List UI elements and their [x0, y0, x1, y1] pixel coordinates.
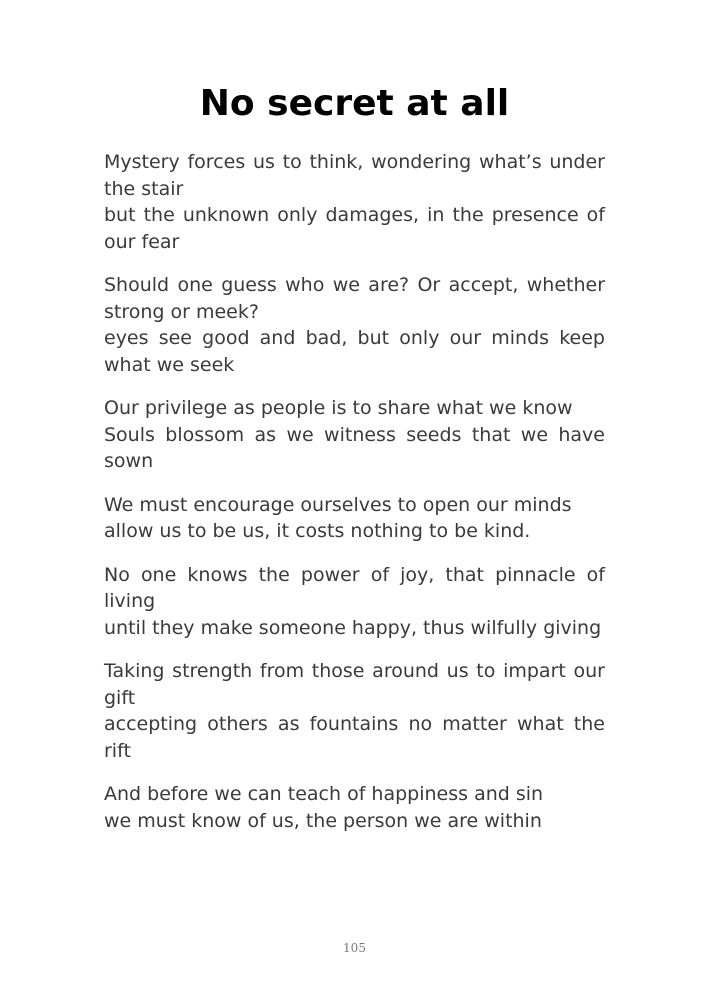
poem-body	[104, 149, 605, 851]
poem-line: And before we can teach of happiness and sin	[104, 783, 544, 805]
poem-line: until they make someone happy, thus wilfully giving	[104, 616, 602, 639]
stanza-7	[104, 781, 605, 834]
poem-line: No one knows the power of joy, that pinnacle of living	[104, 563, 605, 612]
poem-line: Souls blossom as we witness seeds that we have sown	[104, 423, 605, 472]
stanza-4	[104, 492, 605, 545]
stanza-1	[104, 149, 605, 255]
poem-line: Mystery forces us to think, wondering what’s under the stair	[104, 151, 605, 200]
page-number: 105	[343, 941, 366, 955]
poem-title: No secret at all	[199, 83, 510, 124]
poem-line: allow us to be us, it costs nothing to be kind.	[104, 520, 531, 542]
poem-line: We must encourage ourselves to open our minds	[104, 493, 572, 516]
stanza-3	[104, 395, 605, 475]
poem-line: we must know of us, the person we are within	[104, 809, 542, 832]
poem-line: eyes see good and bad, but only our minds keep what we seek	[104, 327, 605, 376]
stanza-5	[104, 562, 605, 642]
poem-line: accepting others as fountains no matter what the rift	[104, 713, 605, 762]
stanza-2	[104, 272, 605, 378]
poem-line: Taking strength from those around us to impart our gift	[104, 660, 605, 709]
poem-line: Our privilege as people is to share what we know	[104, 397, 573, 419]
poem-line: but the unknown only damages, in the presence of our fear	[104, 204, 605, 253]
poem-line: Should one guess who we are? Or accept, whether strong or meek?	[104, 274, 605, 323]
stanza-6	[104, 658, 605, 764]
